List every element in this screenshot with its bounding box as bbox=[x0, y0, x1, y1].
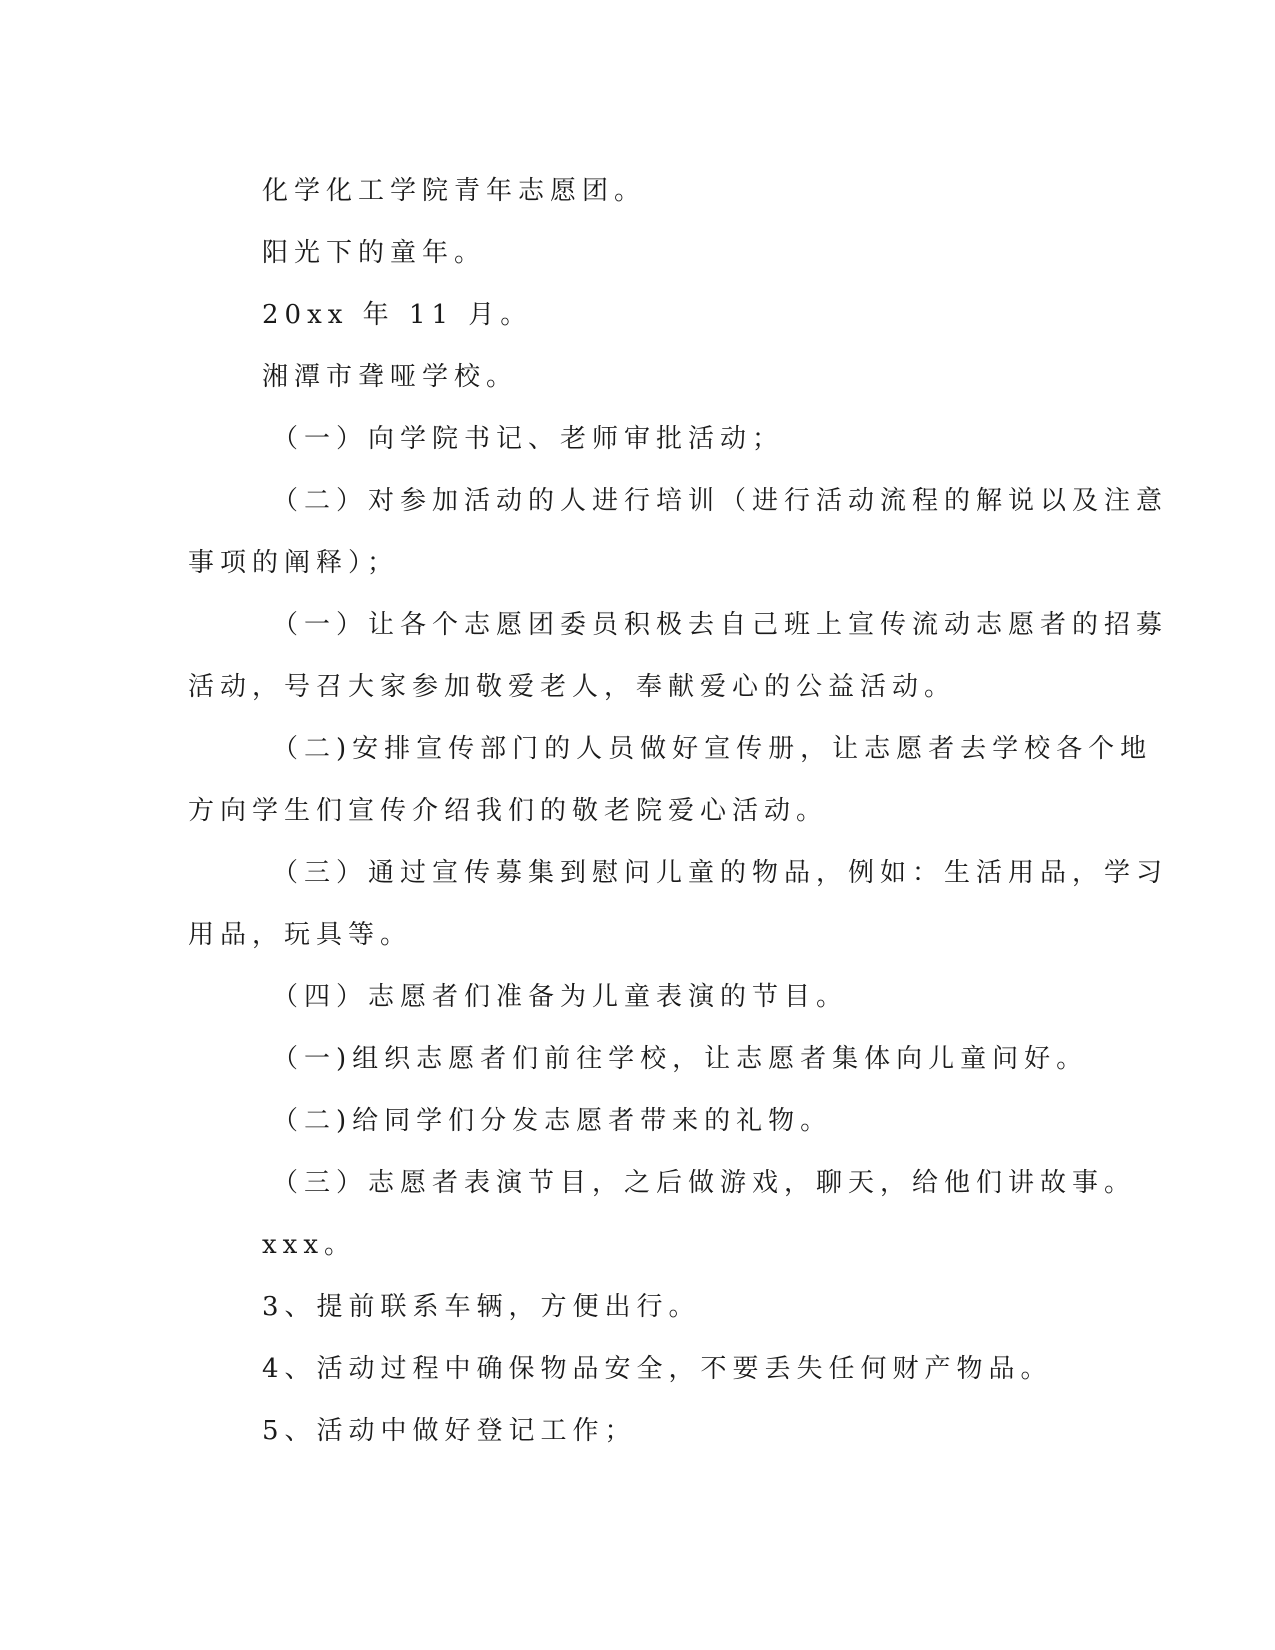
note-5: 5、活动中做好登记工作； bbox=[262, 1416, 637, 1446]
org-name-line: 化学化工学院青年志愿团。 bbox=[262, 176, 647, 206]
document-body bbox=[188, 160, 1169, 1462]
publicity-step-1-part-1: （一）让各个志愿团委员积极去自己班上宣传流动志愿者的招募 bbox=[272, 610, 1169, 640]
note-4: 4、活动过程中确保物品安全，不要丢失任何财产物品。 bbox=[262, 1354, 1053, 1384]
activity-step-3: （三）志愿者表演节目，之后做游戏，聊天，给他们讲故事。 bbox=[272, 1168, 1137, 1198]
note-3: 3、提前联系车辆，方便出行。 bbox=[262, 1292, 701, 1322]
publicity-step-4: （四）志愿者们准备为儿童表演的节目。 bbox=[272, 982, 849, 1012]
publicity-step-2-part-2: 方向学生们宣传介绍我们的敬老院爱心活动。 bbox=[188, 796, 829, 826]
activity-location-line: 湘潭市聋哑学校。 bbox=[262, 362, 519, 392]
activity-step-1: （一)组织志愿者们前往学校，让志愿者集体向儿童问好。 bbox=[272, 1044, 1089, 1074]
publicity-step-3-part-2: 用品，玩具等。 bbox=[188, 920, 413, 950]
activity-step-2: （二)给同学们分发志愿者带来的礼物。 bbox=[272, 1106, 833, 1136]
activity-date-line: 20xx 年 11 月。 bbox=[262, 300, 533, 330]
activity-theme-line: 阳光下的童年。 bbox=[262, 238, 487, 268]
prep-step-1: （一）向学院书记、老师审批活动； bbox=[272, 424, 785, 454]
responsible-person-line: xxx。 bbox=[262, 1230, 356, 1260]
publicity-step-2-part-1: （二)安排宣传部门的人员做好宣传册，让志愿者去学校各个地 bbox=[272, 734, 1153, 764]
publicity-step-1-part-2: 活动，号召大家参加敬爱老人，奉献爱心的公益活动。 bbox=[188, 672, 957, 702]
publicity-step-3-part-1: （三）通过宣传募集到慰问儿童的物品，例如：生活用品，学习 bbox=[272, 858, 1169, 888]
prep-step-2-part-1: （二）对参加活动的人进行培训（进行活动流程的解说以及注意 bbox=[272, 486, 1169, 516]
prep-step-2-part-2: 事项的阐释）； bbox=[188, 548, 400, 578]
